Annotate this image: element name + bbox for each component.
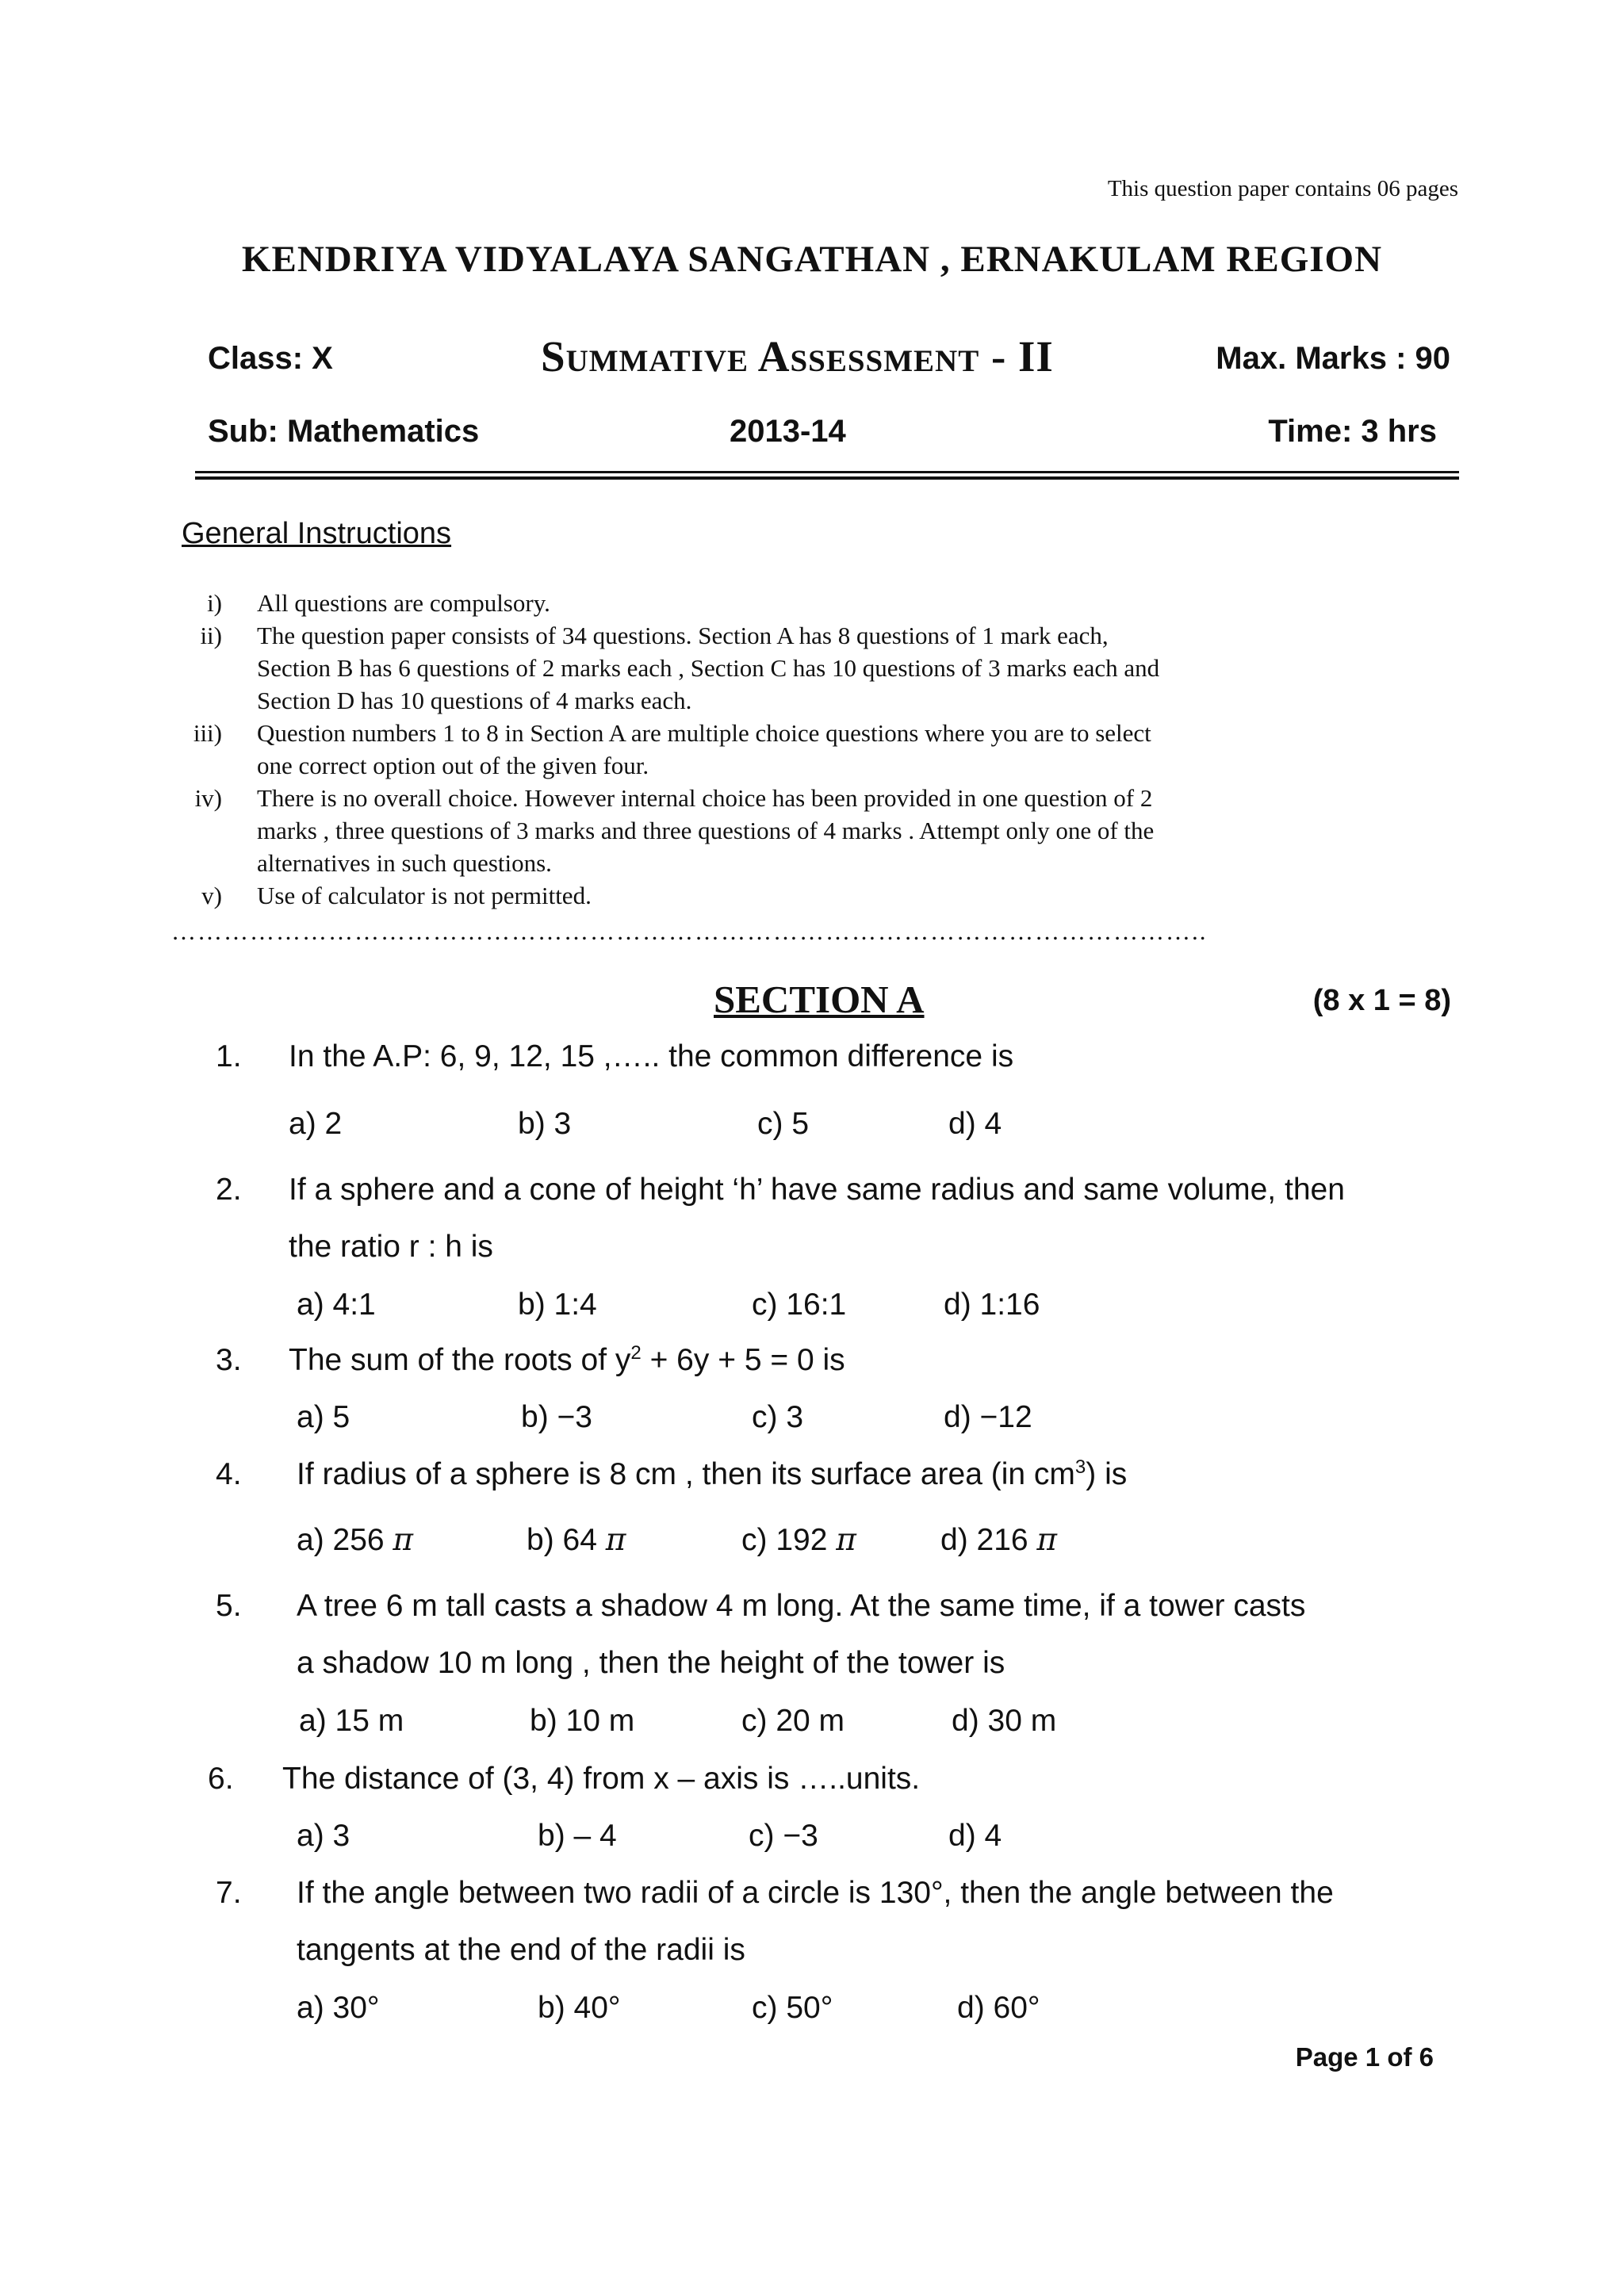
header-double-rule	[195, 471, 1459, 482]
subject-label: Sub: Mathematics	[208, 414, 480, 449]
academic-year: 2013-14	[730, 414, 846, 449]
option-b: b) – 4	[538, 1819, 617, 1853]
option-a: a) 30°	[297, 1991, 380, 2025]
question-number: 2.	[216, 1173, 242, 1207]
option-c: c) 5	[757, 1107, 810, 1141]
question-text: The distance of (3, 4) from x – axis is …..units.	[282, 1762, 921, 1796]
instruction-item: iii) Question numbers 1 to 8 in Section A are multiple choice questions where you are to select one correct option out of the given four.	[193, 719, 1151, 779]
question-number: 3.	[216, 1343, 242, 1377]
instruction-item: iv) There is no overall choice. However internal choice has been provided in one question of 2 marks , three questions of 3 marks and three questions of 4 marks . Attempt only one of the alternatives in such questions.	[194, 784, 1155, 877]
question-number: 4.	[216, 1457, 242, 1491]
option-a: a) 5	[297, 1400, 350, 1434]
option-d: d) 4	[948, 1107, 1002, 1141]
question-text: In the A.P: 6, 9, 12, 15 ,….. the common difference is	[289, 1039, 1014, 1073]
question-text: The sum of the roots of $y^2 + 6y + 5 = 0$ is	[289, 1342, 845, 1377]
option-c: c) 50°	[752, 1991, 833, 2025]
question-number: 1.	[216, 1039, 242, 1073]
class-label: Class: X	[208, 341, 333, 376]
option-d: d) 30 m	[952, 1704, 1057, 1738]
instruction-item: i) All questions are compulsory.	[207, 589, 550, 617]
option-b: b) 10 m	[530, 1704, 635, 1738]
question-number: 6.	[208, 1762, 234, 1796]
page-number: Page 1 of 6	[1295, 2042, 1434, 2072]
option-c: c) −3	[749, 1819, 818, 1853]
option-a: a) 256 π	[297, 1522, 414, 1558]
dotted-separator: ………………………………………………………………………………………………………..	[171, 917, 1208, 945]
option-c: c) 3	[752, 1400, 804, 1434]
pages-note: This question paper contains 06 pages	[1107, 176, 1458, 201]
option-b: b) −3	[521, 1400, 592, 1434]
option-d: d) −12	[944, 1400, 1032, 1434]
question-text: A tree 6 m tall casts a shadow 4 m long. At the same time, if a tower casts	[297, 1589, 1306, 1623]
general-instructions-title: General Instructions	[182, 517, 452, 550]
question-number: 5.	[216, 1589, 242, 1623]
option-d: d) 60°	[957, 1991, 1040, 2025]
option-b: b) 3	[518, 1107, 572, 1141]
question-text-line-2: a shadow 10 m long , then the height of the tower is	[297, 1646, 1005, 1680]
section-marks: (8 x 1 = 8)	[1312, 984, 1451, 1017]
max-marks: Max. Marks : 90	[1216, 341, 1450, 376]
option-b: b) 40°	[538, 1991, 621, 2025]
instruction-item: ii) The question paper consists of 34 questions. Section A has 8 questions of 1 mark each, Section B has 6 questions of 2 marks each , Section C has 10 questions of 3 marks each and Section D has 10 questions of 4 marks each.	[200, 622, 1160, 714]
instruction-item: v) Use of calculator is not permitted.	[201, 882, 592, 909]
option-a: a) 3	[297, 1819, 350, 1853]
instructions-list	[159, 587, 1308, 912]
question-text: If radius of a sphere is 8 cm , then its surface area (in $cm^3$) is	[297, 1456, 1128, 1491]
option-d: d) 1:16	[944, 1288, 1040, 1322]
option-c: c) 20 m	[741, 1704, 845, 1738]
question-text: If the angle between two radii of a circle is 130°, then the angle between the	[297, 1876, 1334, 1910]
question-text-line-2: the ratio r : h is	[289, 1230, 493, 1264]
option-c: c) 16:1	[752, 1288, 847, 1322]
section-title: SECTION A	[714, 978, 925, 1021]
option-a: a) 4:1	[297, 1288, 376, 1322]
option-b: b) 1:4	[518, 1288, 597, 1322]
option-d: d) 4	[948, 1819, 1002, 1853]
option-c: c) 192 π	[741, 1522, 856, 1558]
option-a: a) 15 m	[299, 1704, 404, 1738]
option-b: b) 64 π	[527, 1522, 626, 1558]
exam-title: Summative Assessment - II	[541, 332, 1054, 381]
option-a: a) 2	[289, 1107, 343, 1141]
question-number: 7.	[216, 1876, 242, 1910]
time-allowed: Time: 3 hrs	[1268, 414, 1437, 449]
question-text-line-2: tangents at the end of the radii is	[297, 1933, 745, 1967]
organization-title: KENDRIYA VIDYALAYA SANGATHAN , ERNAKULAM REGION	[241, 239, 1383, 280]
option-d: d) 216 π	[940, 1522, 1058, 1558]
question-text: If a sphere and a cone of height ‘h’ have same radius and same volume, then	[289, 1173, 1345, 1207]
